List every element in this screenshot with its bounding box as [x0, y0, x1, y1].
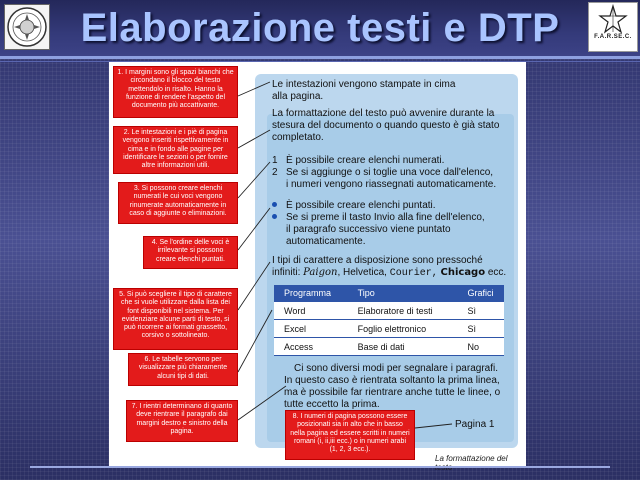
bullet-dot-icon: [272, 214, 277, 219]
item-text: i numeri vengono riassegnati automaticamente.: [286, 179, 497, 190]
table-row: [274, 302, 504, 320]
paragraph-line: In questo caso è rientrata soltanto la prima linea,: [284, 375, 500, 386]
page-number: Pagina 1: [455, 419, 495, 430]
item-text: È possibile creare elenchi numerati.: [286, 155, 445, 166]
header-line: alla pagina.: [272, 91, 324, 102]
formatting-paragraph: [272, 108, 499, 144]
font-sample-fancy: Paigon: [303, 267, 338, 278]
callout-note-2: 2. Le intestazioni e i piè di pagina vengono inseriti rispettivamente in cima e in fondo alle pagine per identificare le sezioni o per fornire altre informazioni utili.: [113, 126, 238, 174]
table-cell: Elaboratore di testi: [348, 302, 458, 320]
item-number: 1: [272, 155, 278, 166]
item-number: 2: [272, 167, 278, 178]
column-header: Tipo: [348, 285, 458, 302]
callout-note-5: 5. Si può scegliere il tipo di carattere che si vuole utilizzare dalla lista dei font disponibili nel sistema. Per evidenziare alcune parti di testo, si può ricorrere ai formati grassetto, corsivo o sottolineato.: [113, 288, 238, 350]
table-cell: Sì: [457, 320, 504, 338]
table-cell: Foglio elettronico: [348, 320, 458, 338]
university-seal-logo: [4, 4, 50, 50]
font-sample-chicago: Chicago: [440, 267, 486, 278]
table-cell: Sì: [457, 302, 504, 320]
fonts-prefix: infiniti:: [272, 267, 301, 278]
fonts-line: infiniti: Paigon, Helvetica, Courier, Chicago ecc.: [272, 267, 507, 279]
numbered-item: [272, 167, 496, 191]
table-cell: No: [457, 338, 504, 356]
callout-note-4: 4. Se l'ordine delle voci è irrilevante si possono creare elenchi puntati.: [143, 236, 238, 269]
column-header: Grafici: [457, 285, 504, 302]
callout-note-3: 3. Si possono creare elenchi numerati le cui voci vengono rinumerate automaticamente in caso di aggiunte o eliminazioni.: [118, 182, 238, 224]
bullet-item: [272, 200, 485, 212]
item-text: il paragrafo successivo viene puntato: [286, 224, 451, 235]
item-text: Se si aggiunge o si toglie una voce dall'elenco,: [286, 167, 494, 178]
callout-note-6: 6. Le tabelle servono per visualizzare più chiaramente alcuni tipi di dati.: [128, 353, 238, 386]
bulleted-list: [272, 200, 485, 248]
bullet-dot-icon: [272, 202, 277, 207]
slide-title: Elaborazione testi e DTP: [80, 6, 560, 50]
farsec-logo-text: F.A.R.SE.C.: [594, 34, 632, 40]
table-cell: Excel: [274, 320, 348, 338]
title-underline: [0, 56, 640, 59]
bottom-rule: [30, 466, 610, 468]
fonts-paragraph: [272, 255, 506, 280]
paragraph-line: La formattazione del testo può avvenire durante la: [272, 108, 495, 119]
figure-caption: La formattazione del: [435, 454, 508, 463]
item-text: automaticamente.: [286, 236, 366, 247]
seal-icon: [5, 5, 49, 49]
item-text: È possibile creare elenchi puntati.: [286, 200, 436, 211]
font-sample-helvetica: Helvetica,: [343, 267, 387, 278]
callout-note-1: 1. I margini sono gli spazi bianchi che circondano il blocco del testo mettendolo in risalto. Hanno la funzione di rendere l'aspetto del documento più accattivante.: [113, 66, 238, 118]
fonts-suffix: ecc.: [487, 267, 507, 278]
numbered-list: [272, 155, 496, 191]
paragraph-line: Ci sono diversi modi per segnalare i paragrafi.: [294, 363, 498, 374]
callout-note-7: 7. I rientri determinano di quanto deve rientrare il paragrafo dai margini destro e sinistro della pagina.: [126, 400, 238, 442]
paragraph-line: completato.: [272, 132, 324, 143]
table-cell: Base di dati: [348, 338, 458, 356]
numbered-item: [272, 155, 496, 167]
table-cell: Access: [274, 338, 348, 356]
fonts-line: I tipi di carattere a disposizione sono pressoché: [272, 255, 483, 266]
paragraph-line: stesura del documento o quando questo è già stato: [272, 120, 500, 131]
table-row: [274, 320, 504, 338]
indent-paragraph: [284, 363, 500, 411]
callout-note-8: 8. I numeri di pagina possono essere posizionati sia in alto che in basso nella pagina ed essere scritti in numeri romani (i, ii,iii ecc.) o in numeri arabi (1, 2, 3 ecc.).: [285, 410, 415, 460]
header-line: Le intestazioni vengono stampate in cima: [272, 79, 456, 90]
font-sample-courier: Courier,: [389, 268, 438, 279]
paragraph-line: ma è possibile far rientrare anche tutte le linee, o: [284, 387, 501, 398]
header-text: [272, 79, 455, 103]
column-header: Programma: [274, 285, 348, 302]
bullet-item: [272, 212, 485, 248]
paragraph-line: tutte eccetto la prima.: [284, 399, 380, 410]
star-emblem-icon: [589, 3, 637, 35]
table-cell: Word: [274, 302, 348, 320]
table-row: [274, 338, 504, 356]
programs-table: [274, 285, 504, 356]
table-header-row: [274, 285, 504, 302]
farsec-logo: [588, 2, 638, 52]
item-text: Se si preme il tasto Invio alla fine dell'elenco,: [286, 212, 485, 223]
